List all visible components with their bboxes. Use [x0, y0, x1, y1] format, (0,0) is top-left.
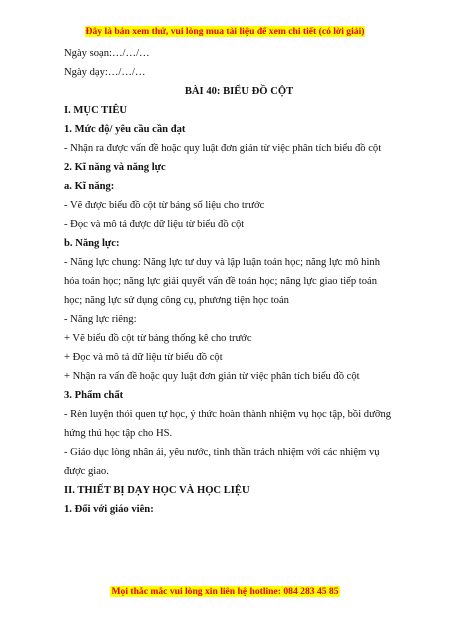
section-heading-objectives: I. MỤC TIÊU [64, 105, 128, 116]
qualities-line: được giao. [64, 466, 109, 477]
qualities-line: hứng thú học tập cho HS. [64, 428, 173, 439]
skills-item: - Đọc và mô tả được dữ liệu từ biểu đồ cột [64, 219, 245, 230]
specific-competency-item: + Đọc và mô tả dữ liệu từ biểu đồ cột [64, 352, 223, 363]
general-competency-line: học; năng lực sử dụng công cụ, phương tiện học toán [64, 295, 289, 306]
hotline-text: Mọi thắc mắc vui lòng xin liên hệ hotline: 084 283 45 85 [111, 586, 339, 597]
qualities-line: - Rèn luyện thói quen tự học, ý thức hoàn thành nhiệm vụ học tập, bồi dưỡng [64, 409, 392, 420]
preview-notice-text: Đây là bản xem thử, vui lòng mua tài liệu để xem chi tiết (có lời giải) [85, 26, 365, 37]
lesson-title: BÀI 40: BIỂU ĐỒ CỘT [184, 86, 294, 97]
specific-competency-label: - Năng lực riêng: [64, 314, 137, 325]
hotline-banner [0, 586, 450, 598]
date-taught: Ngày dạy:…/…/… [64, 67, 146, 78]
specific-competency-item: + Vẽ biểu đồ cột từ bảng thống kê cho trước [64, 333, 252, 344]
general-competency-line: - Năng lực chung: Năng lực tư duy và lập luận toán học; năng lực mô hình [64, 257, 380, 268]
subheading-skills: a. Kĩ năng: [64, 181, 115, 192]
qualities-line: - Giáo dục lòng nhân ái, yêu nước, tinh thần trách nhiệm với các nhiệm vụ [64, 447, 380, 458]
specific-competency-item: + Nhận ra vấn đề hoặc quy luật đơn giản từ việc phân tích biểu đồ cột [64, 371, 360, 382]
subheading-requirements: 1. Mức độ/ yêu cầu cần đạt [64, 124, 186, 135]
subheading-qualities: 3. Phẩm chất [64, 390, 124, 401]
subheading-competencies: b. Năng lực: [64, 238, 120, 249]
subheading-skills-competencies: 2. Kĩ năng và năng lực [64, 162, 166, 173]
general-competency-line: hóa toán học; năng lực giải quyết vấn đề toán học; năng lực giao tiếp toán [64, 276, 378, 287]
date-prepared: Ngày soạn:…/…/… [64, 48, 150, 59]
document-body [64, 44, 414, 519]
skills-item: - Vẽ được biểu đồ cột từ bảng số liệu cho trước [64, 200, 265, 211]
section-heading-equipment: II. THIẾT BỊ DẠY HỌC VÀ HỌC LIỆU [64, 485, 250, 496]
preview-notice-banner [0, 26, 450, 38]
requirements-text: - Nhận ra được vấn đề hoặc quy luật đơn giản từ việc phân tích biểu đồ cột [64, 143, 382, 154]
subheading-for-teacher: 1. Đối với giáo viên: [64, 504, 154, 515]
